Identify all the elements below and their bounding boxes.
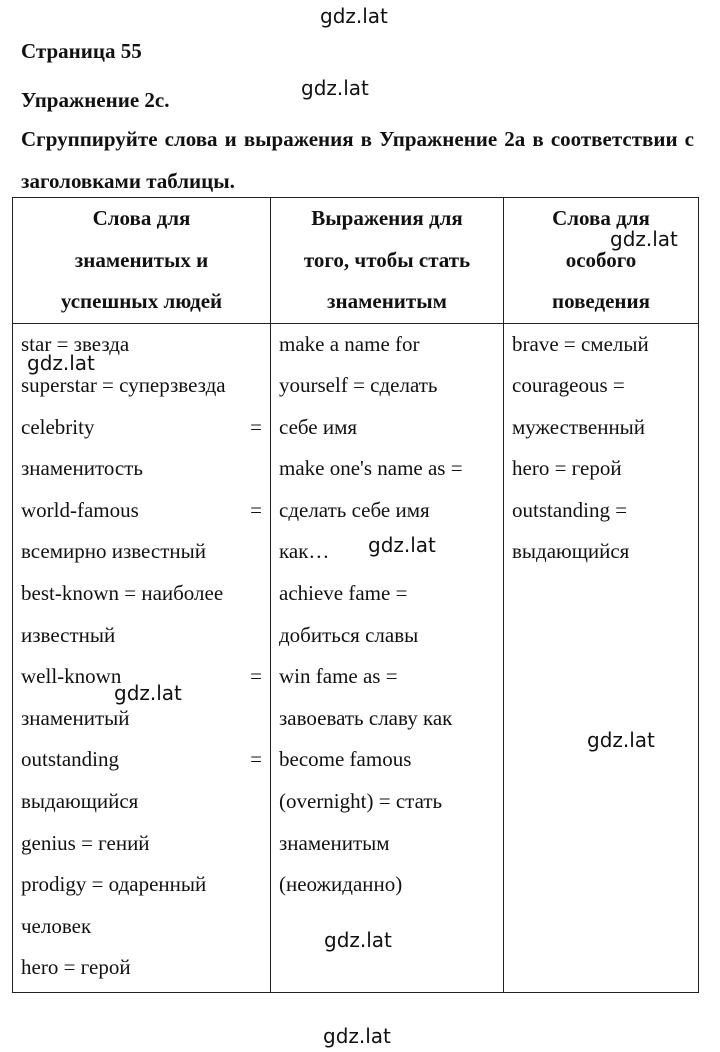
- list-item: известный: [21, 622, 116, 647]
- watermark-7: gdz.lat: [587, 728, 655, 752]
- eq: =: [250, 497, 262, 522]
- list-item: hero = герой: [512, 456, 622, 481]
- list-item: завоевать славу как: [279, 705, 453, 730]
- watermark-8: gdz.lat: [324, 928, 392, 952]
- term: celebrity: [21, 414, 95, 439]
- table-header-row: [13, 198, 699, 324]
- list-item: prodigy = одаренный: [21, 872, 207, 897]
- list-item: star = звезда: [21, 331, 130, 356]
- col-3-cell: [504, 323, 699, 992]
- watermark-top: gdz.lat: [320, 4, 388, 28]
- list-item: (overnight) = стать: [279, 789, 443, 814]
- header-line: успешных людей: [60, 289, 223, 313]
- eq: =: [250, 414, 262, 439]
- list-item: make a name for: [279, 331, 420, 356]
- list-item: (неожиданно): [279, 872, 403, 897]
- watermark-4: gdz.lat: [27, 351, 95, 375]
- list-item: всемирно известный: [21, 539, 206, 564]
- list-item: win fame as =: [279, 664, 398, 689]
- table-row: [13, 323, 699, 992]
- list-item: [21, 739, 262, 781]
- page-title: Страница 55: [21, 39, 142, 63]
- list-item: себе имя: [279, 414, 358, 439]
- header-line: Выражения для: [311, 206, 463, 230]
- list-item: courageous =: [512, 373, 625, 398]
- list-item: superstar = суперзвезда: [21, 373, 226, 398]
- watermark-6: gdz.lat: [114, 681, 182, 705]
- exercise-label: Упражнение 2c.: [21, 88, 170, 112]
- vocab-table: [12, 197, 699, 993]
- header-line: Слова для: [552, 206, 650, 230]
- list-item: achieve fame =: [279, 581, 408, 606]
- watermark-bottom: gdz.lat: [323, 1024, 391, 1048]
- header-line: Слова для: [92, 206, 191, 230]
- list-item: genius = гений: [21, 830, 150, 855]
- term: outstanding: [21, 747, 119, 772]
- header-col-1: [13, 198, 271, 324]
- list-item: brave = смелый: [512, 331, 649, 356]
- header-line: поведения: [552, 289, 650, 313]
- header-line: того, чтобы стать: [303, 247, 471, 272]
- list-item: знаменитость: [21, 456, 143, 481]
- header-line: знаменитым: [327, 289, 447, 313]
- list-item: outstanding =: [512, 497, 628, 522]
- list-item: мужественный: [512, 414, 646, 439]
- list-item: [21, 407, 262, 449]
- col-1-cell: [13, 323, 271, 992]
- header-line: знаменитых и: [74, 247, 209, 272]
- header-col-3: [504, 198, 699, 324]
- list-item: знаменитый: [21, 705, 130, 730]
- list-item: как…: [279, 539, 330, 564]
- list-item: человек: [21, 913, 92, 938]
- watermark-3: gdz.lat: [610, 227, 678, 251]
- list-item: выдающийся: [21, 789, 139, 814]
- watermark-2: gdz.lat: [301, 76, 369, 100]
- list-item: yourself = сделать: [279, 373, 438, 398]
- list-item: best-known = наиболее: [21, 581, 224, 606]
- eq: =: [250, 664, 262, 689]
- list-item: выдающийся: [512, 539, 630, 564]
- list-item: hero = герой: [21, 955, 131, 980]
- header-line: особого: [565, 247, 637, 272]
- list-item: make one's name as =: [279, 456, 463, 481]
- term: well-known: [21, 664, 122, 689]
- watermark-5: gdz.lat: [368, 533, 436, 557]
- list-item: знаменитым: [279, 830, 390, 855]
- term: world-famous: [21, 497, 139, 522]
- list-item: добиться славы: [279, 622, 419, 647]
- list-item: become famous: [279, 747, 412, 772]
- task-text: Сгруппируйте слова и выражения в Упражнение 2a в соответствии с заголовками таблицы.: [21, 127, 694, 193]
- list-item: [21, 490, 262, 532]
- col-2-cell: [271, 323, 504, 992]
- list-item: сделать себе имя: [279, 497, 430, 522]
- header-col-2: [271, 198, 504, 324]
- eq: =: [250, 747, 262, 772]
